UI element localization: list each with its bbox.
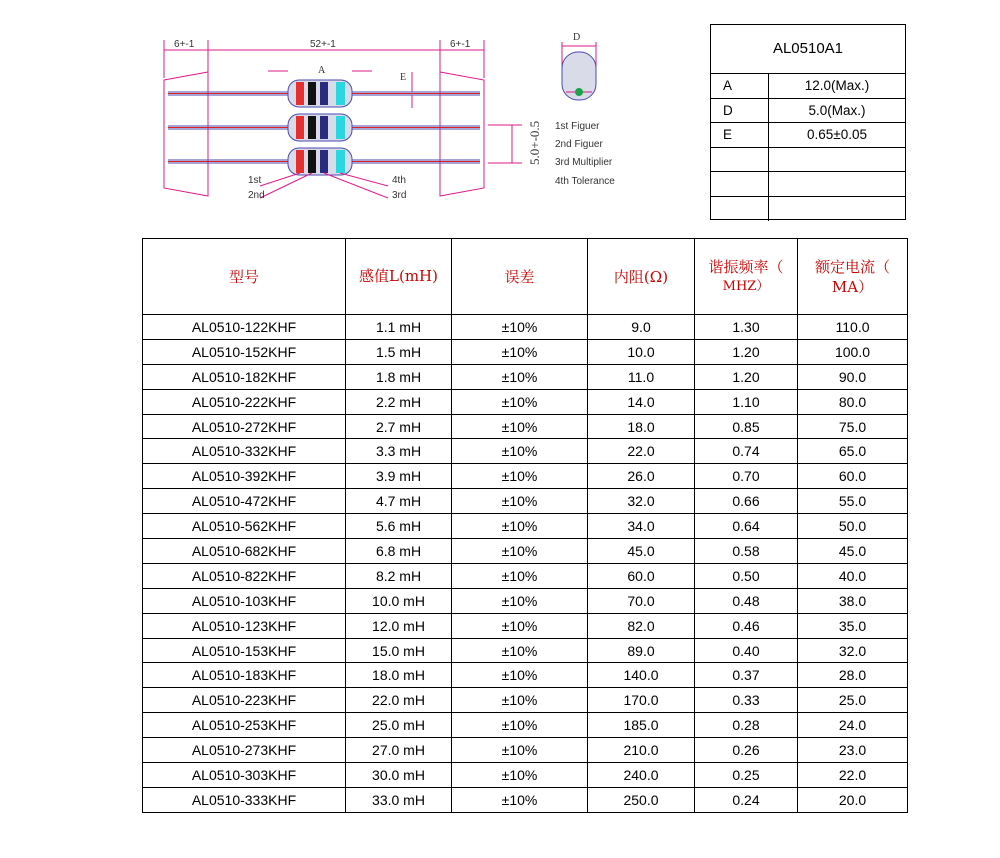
spec-value bbox=[769, 148, 905, 172]
band-4th-label: 4th bbox=[392, 175, 406, 186]
table-row bbox=[143, 688, 908, 713]
cell-inductance: 12.0 mH bbox=[346, 613, 452, 638]
cell-srf: 1.20 bbox=[695, 364, 798, 389]
cell-srf: 0.25 bbox=[695, 763, 798, 788]
table-row bbox=[143, 315, 908, 340]
cell-model: AL0510-153KHF bbox=[143, 638, 346, 663]
cell-inductance: 8.2 mH bbox=[346, 563, 452, 588]
cell-inductance: 3.9 mH bbox=[346, 464, 452, 489]
cell-current: 38.0 bbox=[798, 588, 908, 613]
cell-srf: 1.10 bbox=[695, 389, 798, 414]
cell-srf: 1.30 bbox=[695, 315, 798, 340]
cell-resistance: 60.0 bbox=[588, 563, 695, 588]
cell-model: AL0510-182KHF bbox=[143, 364, 346, 389]
inductor-1 bbox=[288, 80, 352, 107]
label-d: D bbox=[573, 32, 581, 43]
cell-tolerance: ±10% bbox=[452, 588, 588, 613]
cell-srf: 0.24 bbox=[695, 787, 798, 812]
cell-resistance: 82.0 bbox=[588, 613, 695, 638]
col-header-current-line1: 额定电流（ bbox=[814, 257, 890, 276]
cell-inductance: 30.0 mH bbox=[346, 763, 452, 788]
cell-resistance: 32.0 bbox=[588, 489, 695, 514]
col-header-srf-line2: MHZ） bbox=[722, 278, 770, 294]
col-header-inductance bbox=[346, 239, 452, 315]
cell-model: AL0510-392KHF bbox=[143, 464, 346, 489]
cell-current: 50.0 bbox=[798, 514, 908, 539]
pitch-label: 5.0+-0.5 bbox=[527, 120, 542, 165]
cell-model: AL0510-273KHF bbox=[143, 738, 346, 763]
spec-key: E bbox=[711, 123, 769, 147]
cell-model: AL0510-332KHF bbox=[143, 439, 346, 464]
spec-value: 0.65±0.05 bbox=[807, 127, 867, 142]
cell-inductance: 33.0 mH bbox=[346, 787, 452, 812]
cell-current: 40.0 bbox=[798, 563, 908, 588]
legend-item: 4th Tolerance bbox=[555, 176, 615, 187]
cell-current: 90.0 bbox=[798, 364, 908, 389]
cell-current: 60.0 bbox=[798, 464, 908, 489]
cell-model: AL0510-222KHF bbox=[143, 389, 346, 414]
table-row bbox=[143, 713, 908, 738]
cell-current: 45.0 bbox=[798, 539, 908, 564]
cell-srf: 0.64 bbox=[695, 514, 798, 539]
table-row bbox=[143, 563, 908, 588]
cell-current: 100.0 bbox=[798, 339, 908, 364]
spec-row bbox=[711, 74, 905, 99]
cell-srf: 0.50 bbox=[695, 563, 798, 588]
cell-model: AL0510-122KHF bbox=[143, 315, 346, 340]
cell-tolerance: ±10% bbox=[452, 489, 588, 514]
col-header-resistance: 内阻(Ω) bbox=[588, 239, 695, 315]
cell-resistance: 10.0 bbox=[588, 339, 695, 364]
cell-current: 75.0 bbox=[798, 414, 908, 439]
cell-srf: 0.48 bbox=[695, 588, 798, 613]
table-row bbox=[143, 539, 908, 564]
spec-row bbox=[711, 99, 905, 124]
col-header-inductance-label: 感值L(mH) bbox=[359, 267, 438, 285]
spec-value: 12.0(Max.) bbox=[804, 78, 870, 93]
legend-item: 1st Figuer bbox=[555, 121, 600, 132]
cell-srf: 0.85 bbox=[695, 414, 798, 439]
cell-inductance: 27.0 mH bbox=[346, 738, 452, 763]
cell-tolerance: ±10% bbox=[452, 364, 588, 389]
cell-srf: 0.58 bbox=[695, 539, 798, 564]
cell-current: 28.0 bbox=[798, 663, 908, 688]
inductor-drawing bbox=[150, 28, 640, 218]
left-tape bbox=[164, 72, 208, 196]
table-row bbox=[143, 738, 908, 763]
inductor-table bbox=[142, 238, 908, 813]
cell-resistance: 89.0 bbox=[588, 638, 695, 663]
cell-model: AL0510-562KHF bbox=[143, 514, 346, 539]
spec-row bbox=[711, 123, 905, 148]
cell-model: AL0510-333KHF bbox=[143, 787, 346, 812]
cell-tolerance: ±10% bbox=[452, 638, 588, 663]
cell-resistance: 140.0 bbox=[588, 663, 695, 688]
cell-inductance: 6.8 mH bbox=[346, 539, 452, 564]
cell-inductance: 5.6 mH bbox=[346, 514, 452, 539]
cell-current: 20.0 bbox=[798, 787, 908, 812]
cell-tolerance: ±10% bbox=[452, 563, 588, 588]
spec-key bbox=[711, 148, 769, 172]
cell-current: 80.0 bbox=[798, 389, 908, 414]
cell-srf: 0.46 bbox=[695, 613, 798, 638]
cell-inductance: 22.0 mH bbox=[346, 688, 452, 713]
cell-tolerance: ±10% bbox=[452, 539, 588, 564]
cell-current: 22.0 bbox=[798, 763, 908, 788]
cell-resistance: 250.0 bbox=[588, 787, 695, 812]
table-row bbox=[143, 663, 908, 688]
cell-resistance: 170.0 bbox=[588, 688, 695, 713]
cell-resistance: 22.0 bbox=[588, 439, 695, 464]
dim-left-label: 6+-1 bbox=[174, 39, 195, 50]
cell-inductance: 4.7 mH bbox=[346, 489, 452, 514]
spec-row bbox=[711, 148, 905, 173]
table-row bbox=[143, 464, 908, 489]
table-row bbox=[143, 364, 908, 389]
table-row bbox=[143, 489, 908, 514]
spec-key bbox=[711, 172, 769, 196]
cell-srf: 1.20 bbox=[695, 339, 798, 364]
cell-tolerance: ±10% bbox=[452, 514, 588, 539]
table-row bbox=[143, 613, 908, 638]
band-1st-label: 1st bbox=[248, 175, 262, 186]
table-row bbox=[143, 787, 908, 812]
spec-value bbox=[769, 172, 905, 196]
cell-resistance: 26.0 bbox=[588, 464, 695, 489]
cell-tolerance: ±10% bbox=[452, 787, 588, 812]
cell-srf: 0.70 bbox=[695, 464, 798, 489]
spec-value: 5.0(Max.) bbox=[808, 102, 866, 118]
table-header-row bbox=[143, 239, 908, 315]
spec-value bbox=[769, 197, 905, 222]
cell-resistance: 45.0 bbox=[588, 539, 695, 564]
cell-tolerance: ±10% bbox=[452, 464, 588, 489]
cell-model: AL0510-303KHF bbox=[143, 763, 346, 788]
cell-current: 65.0 bbox=[798, 439, 908, 464]
cell-inductance: 1.8 mH bbox=[346, 364, 452, 389]
table-row bbox=[143, 514, 908, 539]
cell-tolerance: ±10% bbox=[452, 713, 588, 738]
cell-tolerance: ±10% bbox=[452, 613, 588, 638]
cell-tolerance: ±10% bbox=[452, 663, 588, 688]
table-row bbox=[143, 638, 908, 663]
cell-resistance: 34.0 bbox=[588, 514, 695, 539]
cell-inductance: 15.0 mH bbox=[346, 638, 452, 663]
cell-srf: 0.66 bbox=[695, 489, 798, 514]
cell-current: 23.0 bbox=[798, 738, 908, 763]
label-a: A bbox=[318, 65, 326, 76]
dim-right-label: 6+-1 bbox=[450, 39, 471, 50]
cell-inductance: 2.7 mH bbox=[346, 414, 452, 439]
cell-current: 55.0 bbox=[798, 489, 908, 514]
band-3rd-label: 3rd bbox=[392, 190, 407, 201]
col-header-srf bbox=[695, 239, 798, 315]
cell-model: AL0510-183KHF bbox=[143, 663, 346, 688]
right-tape bbox=[440, 72, 484, 196]
cell-current: 24.0 bbox=[798, 713, 908, 738]
cell-model: AL0510-223KHF bbox=[143, 688, 346, 713]
cell-inductance: 1.5 mH bbox=[346, 339, 452, 364]
cell-srf: 0.26 bbox=[695, 738, 798, 763]
cell-tolerance: ±10% bbox=[452, 738, 588, 763]
cell-current: 110.0 bbox=[798, 315, 908, 340]
spec-row bbox=[711, 172, 905, 197]
cell-current: 32.0 bbox=[798, 638, 908, 663]
cell-tolerance: ±10% bbox=[452, 315, 588, 340]
table-row bbox=[143, 763, 908, 788]
cell-resistance: 185.0 bbox=[588, 713, 695, 738]
legend-item: 3rd Multiplier bbox=[555, 157, 613, 168]
cell-inductance: 3.3 mH bbox=[346, 439, 452, 464]
inductor-2 bbox=[288, 114, 352, 141]
cell-inductance: 1.1 mH bbox=[346, 315, 452, 340]
spec-title: AL0510A1 bbox=[711, 25, 905, 74]
cell-srf: 0.28 bbox=[695, 713, 798, 738]
dim-center-label: 52+-1 bbox=[310, 39, 336, 50]
cell-srf: 0.74 bbox=[695, 439, 798, 464]
cell-model: AL0510-272KHF bbox=[143, 414, 346, 439]
col-header-tolerance: 误差 bbox=[452, 239, 588, 315]
inductor-dimension-diagram bbox=[150, 28, 640, 218]
col-header-model: 型号 bbox=[143, 239, 346, 315]
cell-tolerance: ±10% bbox=[452, 389, 588, 414]
cell-model: AL0510-472KHF bbox=[143, 489, 346, 514]
cell-resistance: 14.0 bbox=[588, 389, 695, 414]
cell-resistance: 9.0 bbox=[588, 315, 695, 340]
table-row bbox=[143, 389, 908, 414]
cell-model: AL0510-822KHF bbox=[143, 563, 346, 588]
cell-current: 25.0 bbox=[798, 688, 908, 713]
spec-key: A bbox=[711, 74, 769, 98]
legend-item: 2nd Figuer bbox=[555, 139, 603, 150]
table-row bbox=[143, 339, 908, 364]
cell-srf: 0.40 bbox=[695, 638, 798, 663]
inductor-3 bbox=[288, 148, 352, 175]
cell-model: AL0510-123KHF bbox=[143, 613, 346, 638]
spec-key: D bbox=[711, 99, 769, 123]
cell-model: AL0510-103KHF bbox=[143, 588, 346, 613]
spec-key bbox=[711, 197, 769, 222]
col-header-current-line2: MA） bbox=[831, 277, 874, 296]
cell-inductance: 10.0 mH bbox=[346, 588, 452, 613]
table-row bbox=[143, 439, 908, 464]
cell-current: 35.0 bbox=[798, 613, 908, 638]
table-row bbox=[143, 588, 908, 613]
cell-resistance: 18.0 bbox=[588, 414, 695, 439]
cell-resistance: 11.0 bbox=[588, 364, 695, 389]
table-row bbox=[143, 414, 908, 439]
label-e: E bbox=[400, 72, 407, 83]
cell-model: AL0510-253KHF bbox=[143, 713, 346, 738]
cell-inductance: 2.2 mH bbox=[346, 389, 452, 414]
cell-resistance: 210.0 bbox=[588, 738, 695, 763]
col-header-current bbox=[798, 239, 908, 315]
table-body bbox=[143, 315, 908, 813]
cell-resistance: 240.0 bbox=[588, 763, 695, 788]
spec-table bbox=[710, 24, 906, 220]
cell-tolerance: ±10% bbox=[452, 339, 588, 364]
spec-row bbox=[711, 197, 905, 222]
cell-inductance: 18.0 mH bbox=[346, 663, 452, 688]
cell-srf: 0.37 bbox=[695, 663, 798, 688]
col-header-srf-line1: 谐振频率（ bbox=[708, 257, 784, 276]
cell-model: AL0510-152KHF bbox=[143, 339, 346, 364]
band-2nd-label: 2nd bbox=[248, 190, 265, 201]
cell-tolerance: ±10% bbox=[452, 414, 588, 439]
cell-model: AL0510-682KHF bbox=[143, 539, 346, 564]
end-view bbox=[562, 32, 596, 100]
cell-tolerance: ±10% bbox=[452, 763, 588, 788]
cell-resistance: 70.0 bbox=[588, 588, 695, 613]
cell-srf: 0.33 bbox=[695, 688, 798, 713]
cell-tolerance: ±10% bbox=[452, 439, 588, 464]
cell-inductance: 25.0 mH bbox=[346, 713, 452, 738]
cell-tolerance: ±10% bbox=[452, 688, 588, 713]
